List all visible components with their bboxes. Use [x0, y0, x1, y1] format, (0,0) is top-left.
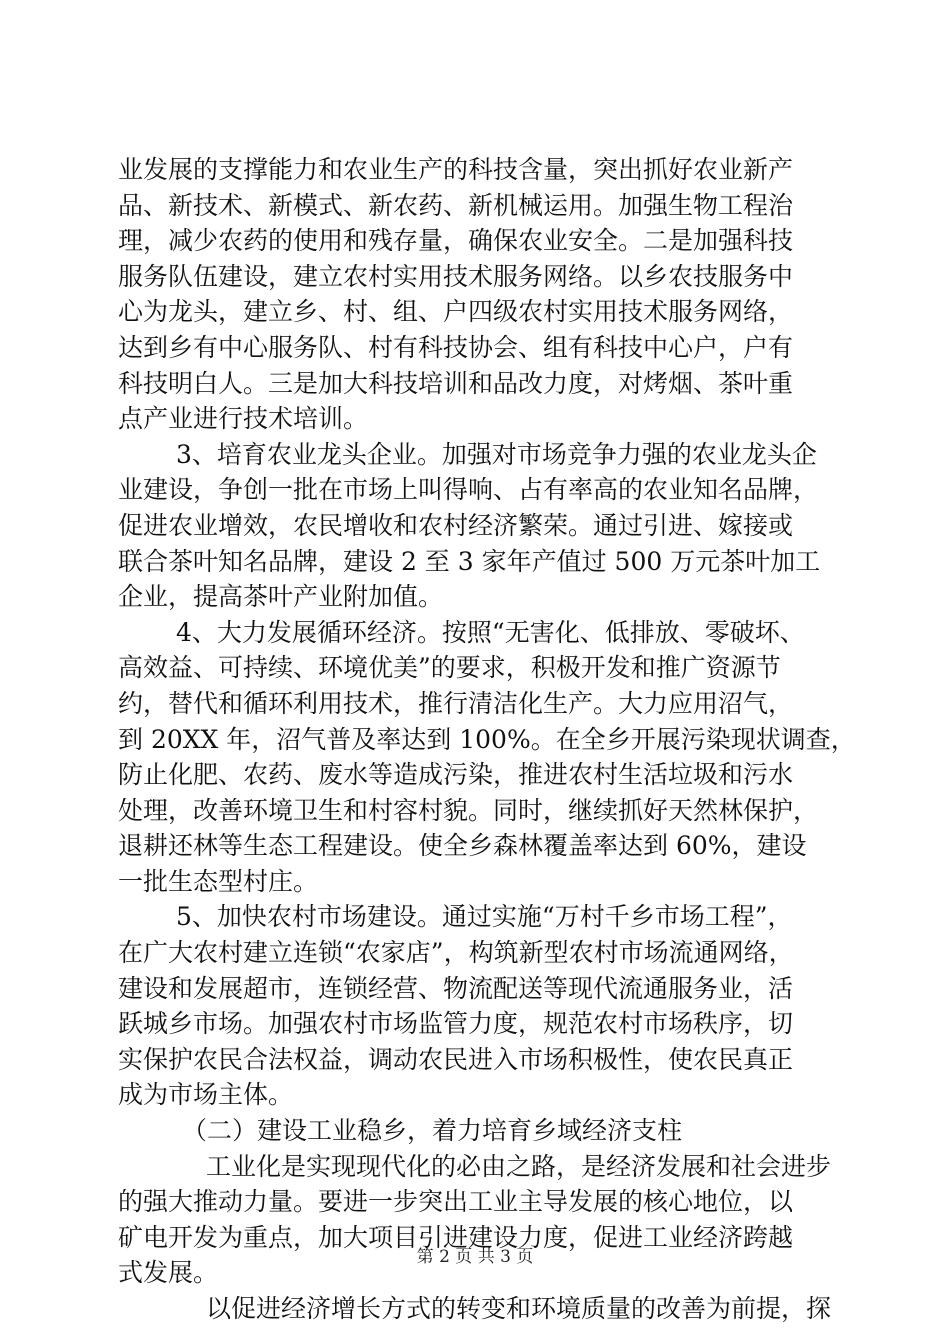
text-line: 服务队伍建设，建立农村实用技术服务网络。以乡农技服务中	[118, 261, 794, 291]
text-line: 以促进经济增长方式的转变和环境质量的改善为前提，探	[206, 1294, 832, 1323]
text-line: 矿电开发为重点，加大项目引进建设力度，促进工业经济跨越	[118, 1222, 794, 1252]
text-line: 3、培育农业龙头企业。加强对市场竞争力强的农业龙头企	[176, 439, 817, 469]
text-line: 点产业进行技术培训。	[118, 404, 369, 434]
text-line: 高效益、可持续、环境优美”的要求，积极开发和推广资源节	[118, 653, 781, 683]
text-line: 跃城乡市场。加强农村市场监管力度，规范农村市场秩序，切	[118, 1009, 794, 1039]
text-line: 促进农业增效，农民增收和农村经济繁荣。通过引进、嫁接或	[118, 510, 794, 540]
text-line: 处理，改善环境卫生和村容村貌。同时，继续抓好天然林保护，	[118, 795, 819, 825]
text-line: 心为龙头，建立乡、村、组、户四级农村实用技术服务网络，	[118, 297, 794, 327]
text-line: 理，减少农药的使用和残存量，确保农业安全。二是加强科技	[118, 226, 794, 256]
text-line: 一批生态型村庄。	[118, 866, 319, 896]
text-line: （二）建设工业稳乡，着力培育乡域经济支柱	[182, 1116, 683, 1146]
text-line: 的强大推动力量。要进一步突出工业主导发展的核心地位，以	[118, 1187, 794, 1217]
text-line: 在广大农村建立连锁“农家店”，构筑新型农村市场流通网络，	[118, 938, 794, 968]
page-footer: 第 2 页 共 3 页	[416, 1247, 534, 1267]
text-line: 建设和发展超市，连锁经营、物流配送等现代流通服务业，活	[118, 973, 794, 1003]
text-line: 成为市场主体。	[118, 1080, 294, 1110]
text-line: 式发展。	[118, 1258, 219, 1288]
text-line: 企业，提高茶叶产业附加值。	[118, 582, 444, 612]
text-line: 防止化肥、农药、废水等造成污染，推进农村生活垃圾和污水	[118, 760, 794, 790]
text-line: 业建设，争创一批在市场上叫得响、占有率高的农业知名品牌，	[118, 475, 819, 505]
text-line: 实保护农民合法权益，调动农民进入市场积极性，使农民真正	[118, 1044, 794, 1074]
text-line: 4、大力发展循环经济。按照“无害化、低排放、零破坏、	[176, 617, 805, 647]
text-line: 品、新技术、新模式、新农药、新机械运用。加强生物工程治	[118, 190, 794, 220]
text-line: 5、加快农村市场建设。通过实施“万村千乡市场工程”，	[176, 902, 793, 932]
text-line: 退耕还林等生态工程建设。使全乡森林覆盖率达到 60%，建设	[118, 831, 807, 861]
document-body	[118, 152, 856, 1327]
text-line: 约，替代和循环利用技术，推行清洁化生产。大力应用沼气，	[118, 688, 794, 718]
text-line: 业发展的支撑能力和农业生产的科技含量，突出抓好农业新产	[118, 155, 794, 184]
text-line: 达到乡有中心服务队、村有科技协会、组有科技中心户，户有	[118, 332, 794, 362]
text-line: 联合茶叶知名品牌，建设 2 至 3 家年产值过 500 万元茶叶加工	[118, 546, 821, 576]
text-line: 工业化是实现现代化的必由之路，是经济发展和社会进步	[206, 1151, 832, 1181]
text-line: 到 20XX 年，沼气普及率达到 100%。在全乡开展污染现状调查，	[118, 724, 856, 754]
text-line: 科技明白人。三是加大科技培训和品改力度，对烤烟、茶叶重	[118, 368, 794, 398]
